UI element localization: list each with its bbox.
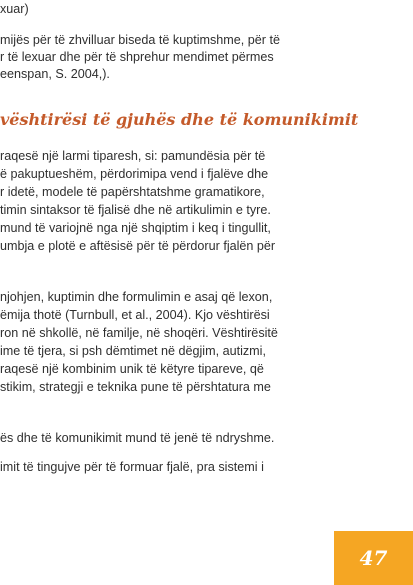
paragraph-4-line-1: ës dhe të komunikimit mund të jenë të ndryshme. — [0, 431, 275, 445]
paragraph-2-line-5: mund të variojnë nga një shqiptim i keq i tingullit, — [0, 221, 271, 235]
paragraph-5-line-1: imit të tingujve për të formuar fjalë, pra sistemi i — [0, 460, 264, 474]
paragraph-3-line-1: njohjen, kuptimin dhe formulimin e asaj që lexon, — [0, 290, 273, 304]
top-fragment: xuar) — [0, 2, 29, 16]
page-number: 47 — [359, 546, 388, 570]
paragraph-1-line-2: r të lexuar dhe për të shprehur mendimet përmes — [0, 50, 274, 64]
paragraph-2-line-3: r idetë, modele të papërshtatshme gramatikore, — [0, 185, 265, 199]
paragraph-2-line-4: timin sintaksor të fjalisë dhe në artikulimin e tyre. — [0, 203, 271, 217]
paragraph-2-line-2: ë pakuptueshëm, përdorimipa vend i fjalëve dhe — [0, 167, 269, 181]
paragraph-1-line-1: mijës për të zhvilluar biseda të kuptimshme, për të — [0, 33, 280, 47]
paragraph-3-line-5: raqesë një kombinim unik të këtyre tipareve, që — [0, 362, 264, 376]
paragraph-3-line-3: ron në shkollë, në familje, në shoqëri. Vështirësitë — [0, 326, 278, 340]
paragraph-2-line-1: raqesë një larmi tiparesh, si: pamundësia për të — [0, 149, 266, 163]
page-number-badge — [334, 531, 413, 585]
paragraph-2-line-6: umbja e plotë e aftësisë për të përdorur fjalën për — [0, 239, 276, 253]
paragraph-1-line-3: eenspan, S. 2004,). — [0, 67, 110, 81]
section-heading: vështirësi të gjuhës dhe të komunikimit — [0, 110, 359, 129]
paragraph-3-line-6: stikim, strategji e teknika pune të përshtatura me — [0, 380, 271, 394]
paragraph-3-line-2: ëmija thotë (Turnbull, et al., 2004). Kjo vështirësi — [0, 308, 270, 322]
paragraph-3-line-4: ime të tjera, si psh dëmtimet në dëgjim, autizmi, — [0, 344, 266, 358]
